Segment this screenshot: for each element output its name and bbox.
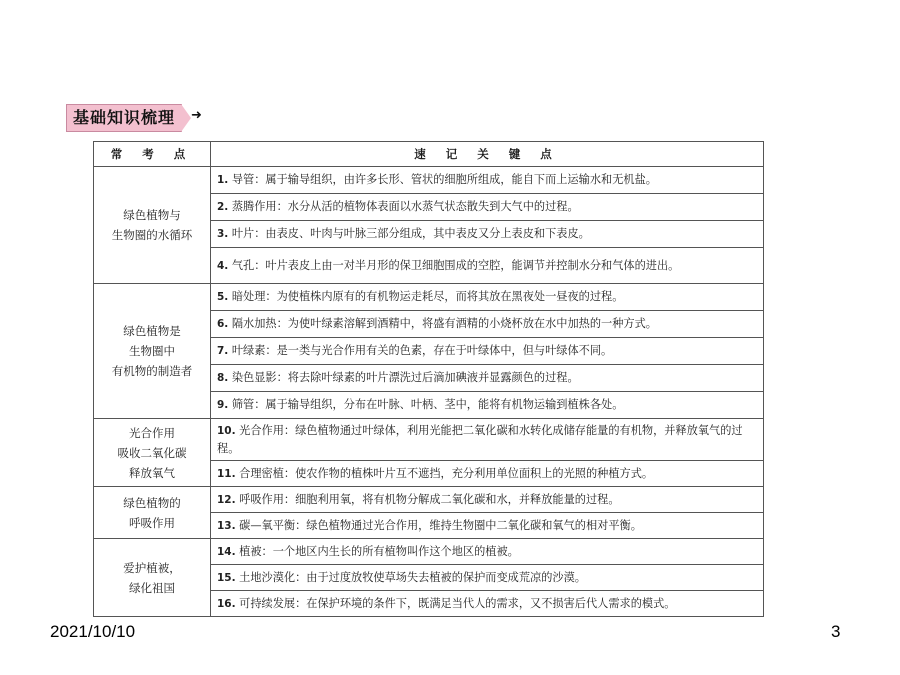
- key-point-cell: [211, 221, 764, 248]
- key-point-number: 7.: [217, 345, 229, 357]
- key-point-cell: [211, 167, 764, 194]
- key-point-cell: [211, 194, 764, 221]
- topic-line: 吸收二氧化碳: [117, 445, 187, 460]
- key-point-number: 8.: [217, 372, 229, 384]
- key-point-text: 蒸腾作用：水分从活的植物体表面以水蒸气状态散失到大气中的过程。: [231, 200, 579, 213]
- table-row: [94, 487, 764, 513]
- topic-line: 绿化祖国: [129, 580, 175, 595]
- topic-line: 光合作用: [129, 425, 175, 440]
- key-point-text: 植被：一个地区内生长的所有植物叫作这个地区的植被。: [239, 544, 519, 558]
- double-chevron-right-icon: ➜: [191, 108, 202, 123]
- key-point-cell: [211, 419, 764, 461]
- topic-line: 绿色植物的: [123, 495, 181, 510]
- key-point-cell: [211, 487, 764, 513]
- key-point-text: 光合作用：绿色植物通过叶绿体，利用光能把二氧化碳和水转化成储存能量的有机物，并释放氧气的过程。: [217, 424, 743, 455]
- key-point-number: 4.: [217, 259, 229, 272]
- key-point-cell: [211, 461, 764, 487]
- key-point-cell: [211, 513, 764, 539]
- topic-line: 有机物的制造者: [111, 364, 193, 378]
- topic-line: 爱护植被，: [123, 560, 181, 575]
- table-row: [94, 167, 764, 194]
- section-title-tag: [66, 104, 202, 132]
- topic-line: 绿色植物与: [123, 208, 181, 222]
- topic-line: 生物圈中: [129, 344, 175, 358]
- key-point-number: 3.: [217, 228, 229, 240]
- section-title-arrow: [181, 104, 191, 132]
- key-point-cell: [211, 311, 764, 338]
- key-point-cell: [211, 392, 764, 419]
- topic-line: 生物圈的水循环: [111, 228, 193, 242]
- header-key-points: 速 记 关 键 点: [211, 142, 764, 167]
- key-point-text: 隔水加热：为使叶绿素溶解到酒精中，将盛有酒精的小烧杯放在水中加热的一种方式。: [231, 317, 657, 330]
- key-point-number: 9.: [217, 399, 229, 411]
- table-header-row: [94, 142, 764, 167]
- key-point-text: 碳—氧平衡：绿色植物通过光合作用，维持生物圈中二氧化碳和氧气的相对平衡。: [239, 518, 642, 532]
- key-point-text: 合理密植：使农作物的植株叶片互不遮挡，充分利用单位面积上的光照的种植方式。: [239, 466, 654, 480]
- key-point-cell: [211, 365, 764, 392]
- key-point-number: 11.: [217, 467, 236, 480]
- key-point-text: 气孔：叶片表皮上由一对半月形的保卫细胞围成的空腔，能调节并控制水分和气体的进出。: [231, 258, 680, 272]
- key-point-cell: [211, 565, 764, 591]
- topic-cell: [94, 539, 211, 617]
- key-point-text: 可持续发展：在保护环境的条件下，既满足当代人的需求，又不损害后代人需求的模式。: [239, 596, 676, 610]
- topic-cell: [94, 167, 211, 284]
- key-point-number: 10.: [217, 425, 236, 437]
- key-point-text: 筛管：属于输导组织，分布在叶脉、叶柄、茎中，能将有机物运输到植株各处。: [231, 398, 624, 411]
- key-point-number: 2.: [217, 201, 229, 213]
- key-point-number: 15.: [217, 571, 236, 584]
- key-point-cell: [211, 338, 764, 365]
- section-title: 基础知识梳理: [66, 104, 182, 132]
- key-point-text: 导管：属于输导组织，由许多长形、管状的细胞所组成，能自下而上运输水和无机盐。: [231, 173, 657, 186]
- topic-cell: [94, 419, 211, 487]
- topic-line: 释放氧气: [129, 465, 175, 480]
- topic-cell: [94, 487, 211, 539]
- key-point-cell: [211, 284, 764, 311]
- key-point-number: 14.: [217, 545, 236, 558]
- key-point-number: 16.: [217, 597, 236, 610]
- key-point-number: 12.: [217, 493, 236, 506]
- knowledge-table: [93, 141, 764, 617]
- key-point-text: 叶片：由表皮、叶肉与叶脉三部分组成，其中表皮又分上表皮和下表皮。: [231, 227, 590, 240]
- page-number: 3: [831, 622, 841, 641]
- key-point-text: 暗处理：为使植株内原有的有机物运走耗尽，而将其放在黑夜处一昼夜的过程。: [231, 290, 624, 303]
- footer-date: 2021/10/10: [50, 622, 136, 641]
- key-point-cell: [211, 248, 764, 284]
- table-row: [94, 419, 764, 461]
- key-point-text: 染色显影：将去除叶绿素的叶片漂洗过后滴加碘液并显露颜色的过程。: [231, 371, 579, 384]
- key-point-number: 5.: [217, 291, 229, 303]
- header-key-topics: 常 考 点: [94, 142, 211, 167]
- topic-line: 绿色植物是: [123, 324, 181, 338]
- key-point-number: 1.: [217, 174, 229, 186]
- key-point-text: 呼吸作用：细胞利用氧，将有机物分解成二氧化碳和水，并释放能量的过程。: [239, 492, 620, 506]
- key-point-text: 叶绿素：是一类与光合作用有关的色素，存在于叶绿体中，但与叶绿体不同。: [231, 344, 613, 357]
- topic-cell: [94, 284, 211, 419]
- table-row: [94, 539, 764, 565]
- topic-line: 呼吸作用: [129, 515, 175, 530]
- key-point-cell: [211, 591, 764, 617]
- table-row: [94, 284, 764, 311]
- key-point-number: 13.: [217, 519, 236, 532]
- key-point-number: 6.: [217, 318, 229, 330]
- key-point-text: 土地沙漠化：由于过度放牧使草场失去植被的保护而变成荒凉的沙漠。: [239, 570, 586, 584]
- key-point-cell: [211, 539, 764, 565]
